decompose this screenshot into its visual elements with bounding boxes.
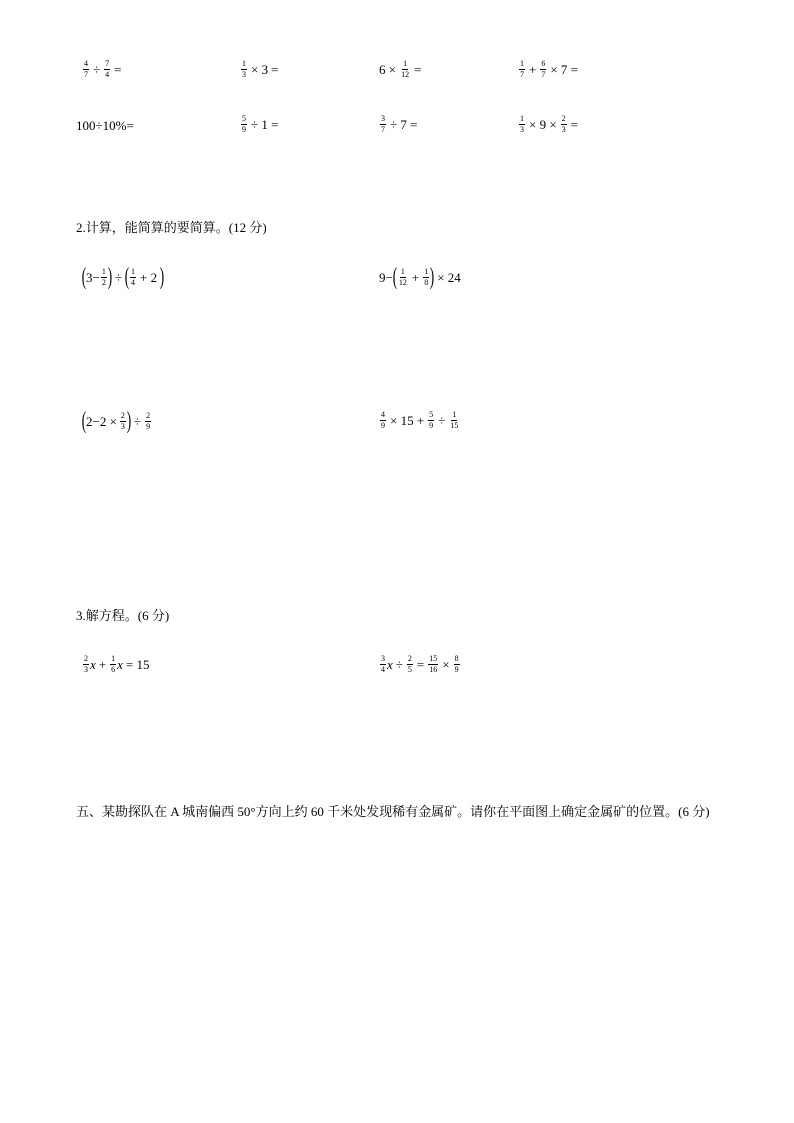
numerator: 2 xyxy=(407,654,412,663)
fraction xyxy=(83,655,89,674)
denominator: 3 xyxy=(84,665,88,674)
denominator: 3 xyxy=(242,70,246,79)
denominator: 4 xyxy=(130,277,135,287)
fraction xyxy=(241,60,247,79)
denominator: 9 xyxy=(381,421,385,430)
numerator: 1 xyxy=(452,410,457,419)
section-2-q2: 9− ( $\frac{1}{12}$ + $\frac{1}{8}$ ) × 24 xyxy=(379,264,461,290)
denominator: 9 xyxy=(146,421,151,431)
numerator: 1 xyxy=(130,266,135,276)
fraction xyxy=(380,655,386,674)
numerator: 1 xyxy=(400,266,405,276)
numerator: 1 xyxy=(403,59,408,68)
numerator: 5 xyxy=(429,410,434,419)
row2-expr-2: $\frac{5}{9}$ ÷ 1 = xyxy=(242,114,279,134)
denominator: 5 xyxy=(407,665,412,674)
section-2-q1: ( 3− $\frac{1}{2}$ ) ÷ ( $\frac{1}{4}$ + 2 ) xyxy=(81,264,165,290)
denominator: 12 xyxy=(398,277,407,287)
fraction xyxy=(104,60,110,79)
denominator: 15 xyxy=(450,421,459,430)
section-2-heading: 2.计算，能简算的要简算。(12 分) xyxy=(76,220,267,235)
denominator: 6 xyxy=(111,665,116,674)
denominator: 4 xyxy=(105,70,110,79)
fraction xyxy=(428,411,434,430)
fraction xyxy=(380,115,386,134)
fraction xyxy=(241,115,247,134)
denominator: 12 xyxy=(401,70,410,79)
denominator: 3 xyxy=(520,125,524,134)
numerator: 1 xyxy=(520,114,524,123)
fraction xyxy=(540,60,546,79)
fraction xyxy=(561,115,567,134)
fraction xyxy=(400,60,410,79)
numerator: 7 xyxy=(105,59,110,68)
numerator: 2 xyxy=(84,654,88,663)
numerator: 4 xyxy=(381,410,385,419)
fraction xyxy=(145,412,151,431)
section-3-q2: $\frac{3}{4}$ x ÷ $\frac{2}{5}$ = $\frac{15}{16}$ × $\frac{8}{9}$ xyxy=(381,654,459,674)
denominator: 9 xyxy=(242,125,246,134)
fraction xyxy=(428,655,438,674)
denominator: 7 xyxy=(541,70,546,79)
numerator: 1 xyxy=(242,59,246,68)
fraction xyxy=(423,268,429,287)
denominator: 16 xyxy=(429,665,438,674)
fraction xyxy=(398,268,408,287)
numerator: 6 xyxy=(541,59,546,68)
numerator: 1 xyxy=(111,654,116,663)
denominator: 7 xyxy=(381,125,385,134)
fraction xyxy=(83,60,89,79)
denominator: 8 xyxy=(424,277,429,287)
numerator: 4 xyxy=(84,59,88,68)
denominator: 2 xyxy=(101,277,106,287)
fraction xyxy=(407,655,413,674)
fraction xyxy=(380,411,386,430)
fraction xyxy=(519,115,525,134)
denominator: 7 xyxy=(84,70,88,79)
fraction xyxy=(101,268,107,287)
numerator: 2 xyxy=(146,410,151,420)
numerator: 15 xyxy=(429,654,438,663)
numerator: 3 xyxy=(381,654,385,663)
numerator: 1 xyxy=(520,59,524,68)
row1-expr-3: 6 × $\frac{1}{12}$ = xyxy=(379,59,422,79)
fraction xyxy=(120,412,126,431)
fraction xyxy=(130,268,136,287)
numerator: 2 xyxy=(561,114,566,123)
section-2-q3: ( 2−2 × $\frac{2}{3}$ ) ÷ $\frac{2}{9}$ xyxy=(81,408,151,434)
section-2-q4: $\frac{4}{9}$ × 15 + $\frac{5}{9}$ ÷ $\frac{1}{15}$ xyxy=(381,410,459,430)
section-3-q1: $\frac{2}{3}$ x + $\frac{1}{6}$ x = 15 xyxy=(84,654,150,674)
fraction xyxy=(110,655,116,674)
denominator: 7 xyxy=(520,70,524,79)
denominator: 3 xyxy=(120,421,125,431)
denominator: 3 xyxy=(561,125,566,134)
row1-expr-2: $\frac{1}{3}$ × 3 = xyxy=(242,59,279,79)
row1-expr-1: $\frac{4}{7}$ ÷ $\frac{7}{4}$ = xyxy=(84,59,122,79)
fraction xyxy=(454,655,460,674)
numerator: 3 xyxy=(381,114,385,123)
numerator: 5 xyxy=(242,114,246,123)
fraction xyxy=(519,60,525,79)
section-3-heading: 3.解方程。(6 分) xyxy=(76,608,170,623)
denominator: 9 xyxy=(454,665,459,674)
numerator: 1 xyxy=(424,266,429,276)
fraction xyxy=(449,411,459,430)
section-5-question: 五、某勘探队在 A 城南偏西 50°方向上约 60 千米处发现稀有金属矿。请你在平面图上确定金属矿的位置。(6 分) xyxy=(76,804,710,819)
numerator: 2 xyxy=(120,410,125,420)
row2-expr-1: 100÷10%= xyxy=(76,118,134,133)
row2-expr-3: $\frac{3}{7}$ ÷ 7 = xyxy=(381,114,418,134)
numerator: 8 xyxy=(454,654,459,663)
numerator: 1 xyxy=(101,266,106,276)
denominator: 9 xyxy=(429,421,434,430)
row2-expr-4: $\frac{1}{3}$ × 9 × $\frac{2}{3}$ = xyxy=(520,114,579,134)
row1-expr-4: $\frac{1}{7}$ + $\frac{6}{7}$ × 7 = xyxy=(520,59,579,79)
denominator: 4 xyxy=(381,665,385,674)
